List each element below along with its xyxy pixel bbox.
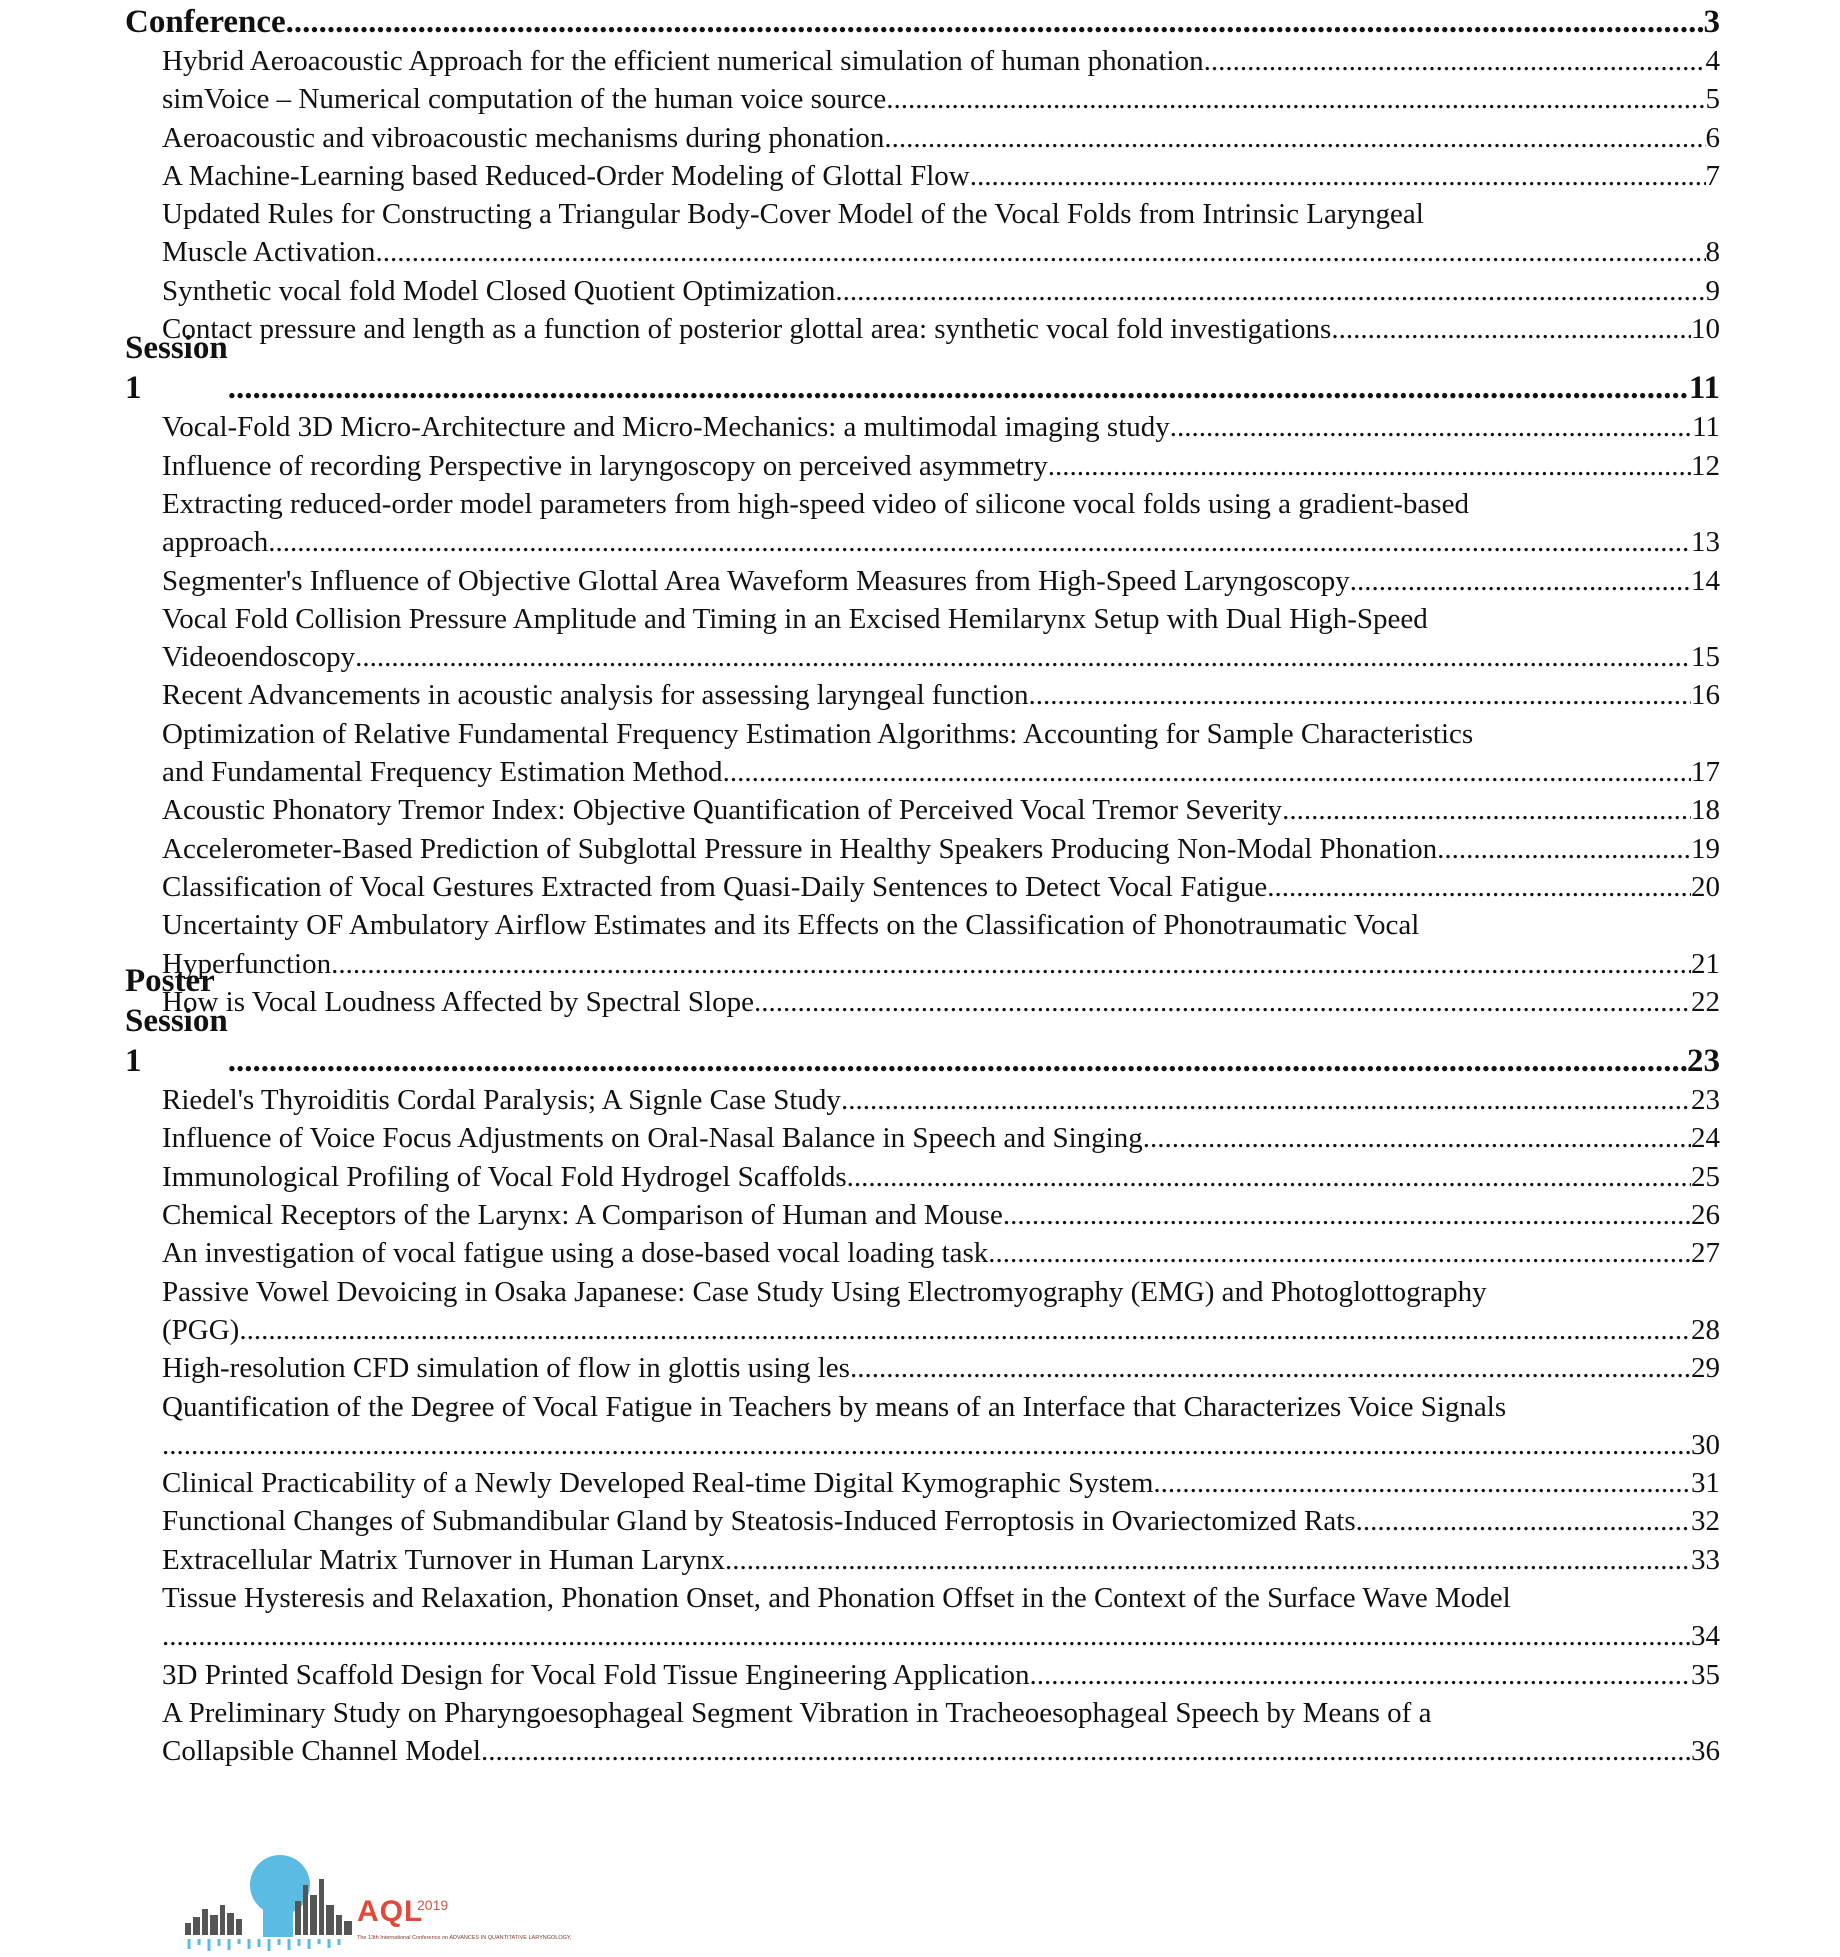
entry-page-number: 7: [1705, 159, 1720, 192]
toc-entry[interactable]: [162, 1388, 1720, 1465]
entry-title-line: Vocal-Fold 3D Micro-Architecture and Micro-Mechanics: a multimodal imaging study: [162, 411, 1170, 444]
entry-title-line: Optimization of Relative Fundamental Frequency Estimation Algorithms: Accounting for Sample Characteristics: [162, 717, 1474, 750]
toc-entry-list: [125, 1081, 1720, 1770]
entry-page-number: 13: [1691, 526, 1720, 559]
entry-title-line: Hyperfunction: [162, 947, 332, 980]
dot-leader: [1170, 408, 1692, 446]
toc-entry[interactable]: [162, 830, 1720, 868]
dot-leader: [1356, 1502, 1691, 1540]
dot-leader: [1437, 830, 1691, 868]
entry-title-line: Updated Rules for Constructing a Triangular Body-Cover Model of the Vocal Folds from Intrinsic Laryngeal: [162, 198, 1424, 231]
entry-title-line: Synthetic vocal fold Model Closed Quotient Optimization: [162, 274, 836, 307]
entry-page-number: 33: [1691, 1543, 1720, 1576]
entry-page-number: 6: [1705, 121, 1720, 154]
entry-title-line: An investigation of vocal fatigue using a dose-based vocal loading task: [162, 1237, 989, 1270]
dot-leader: [1204, 42, 1706, 80]
entry-page-number: 36: [1691, 1735, 1720, 1768]
toc-entry[interactable]: [162, 119, 1720, 157]
toc-entry[interactable]: [162, 408, 1720, 446]
dot-leader: [725, 1541, 1691, 1579]
dot-leader: [228, 1041, 1687, 1081]
entry-title-line: Functional Changes of Submandibular Gland by Steatosis-Induced Ferroptosis in Ovariectomized Rats: [162, 1505, 1356, 1538]
table-of-contents: [125, 0, 1720, 1788]
toc-entry[interactable]: [162, 1464, 1720, 1502]
dot-leader: [754, 983, 1691, 1021]
dot-leader: [331, 945, 1691, 983]
toc-entry[interactable]: [162, 1196, 1720, 1234]
entry-page-number: 18: [1691, 794, 1720, 827]
entry-title-line: Collapsible Channel Model: [162, 1735, 481, 1768]
dot-leader: [375, 233, 1705, 271]
toc-entry[interactable]: [162, 1541, 1720, 1579]
toc-entry[interactable]: [162, 676, 1720, 714]
entry-title-line: How is Vocal Loudness Affected by Spectral Slope: [162, 985, 754, 1018]
logo-text: AQL: [357, 1895, 424, 1928]
section-title: Session 1: [125, 330, 228, 407]
dot-leader: [239, 1311, 1691, 1349]
entry-page-number: 10: [1691, 313, 1720, 346]
toc-entry-list: [125, 408, 1720, 1021]
toc-entry[interactable]: [162, 1579, 1720, 1656]
entry-page-number: 25: [1691, 1160, 1720, 1193]
entry-title-line: Passive Vowel Devoicing in Osaka Japanese: Case Study Using Electromyography (EMG) and Photoglottography: [162, 1275, 1487, 1308]
entry-title-line: Aeroacoustic and vibroacoustic mechanisms during phonation: [162, 121, 885, 154]
dot-leader: [355, 638, 1691, 676]
toc-entry[interactable]: [162, 868, 1720, 906]
entry-title-line: Extracting reduced-order model parameters from high-speed video of silicone vocal folds using a gradient-based: [162, 487, 1469, 520]
toc-entry[interactable]: [162, 1656, 1720, 1694]
entry-title-line: Muscle Activation: [162, 236, 376, 269]
toc-entry[interactable]: [162, 310, 1720, 348]
entry-title-line: Classification of Vocal Gestures Extracted from Quasi-Daily Sentences to Detect Vocal Fatigue: [162, 870, 1268, 903]
entry-title-line: Clinical Practicability of a Newly Developed Real-time Digital Kymographic System: [162, 1467, 1154, 1500]
entry-title-line: 3D Printed Scaffold Design for Vocal Fold Tissue Engineering Application: [162, 1658, 1030, 1691]
toc-entry[interactable]: [162, 1273, 1720, 1350]
toc-entry[interactable]: [162, 1081, 1720, 1119]
entry-page-number: 19: [1691, 832, 1720, 865]
entry-page-number: 16: [1691, 679, 1720, 712]
entry-title-line: Vocal Fold Collision Pressure Amplitude and Timing in an Excised Hemilarynx Setup with Dual High-Speed: [162, 602, 1428, 635]
dot-leader: [1003, 1196, 1691, 1234]
section-page-number: 23: [1687, 1043, 1720, 1080]
toc-entry[interactable]: [162, 447, 1720, 485]
entry-page-number: 17: [1691, 756, 1720, 789]
entry-page-number: 32: [1691, 1505, 1720, 1538]
dot-leader: [1282, 791, 1691, 829]
entry-title-line: Extracellular Matrix Turnover in Human Larynx: [162, 1543, 725, 1576]
entry-page-number: 29: [1691, 1352, 1720, 1385]
logo-year: 2019: [417, 1897, 449, 1913]
toc-entry[interactable]: [162, 906, 1720, 983]
dot-leader: [268, 523, 1691, 561]
entry-page-number: 21: [1691, 947, 1720, 980]
dot-leader: [988, 1234, 1691, 1272]
toc-entry[interactable]: [162, 1502, 1720, 1540]
entry-title-line: Acoustic Phonatory Tremor Index: Objective Quantification of Perceived Vocal Tremor Severity: [162, 794, 1283, 827]
entry-title-line: Influence of recording Perspective in laryngoscopy on perceived asymmetry: [162, 449, 1048, 482]
entry-page-number: 9: [1705, 274, 1720, 307]
skyline-logo-graphic: [185, 1845, 355, 1952]
entry-title-line: High-resolution CFD simulation of flow in glottis using les: [162, 1352, 850, 1385]
section-title: Conference: [125, 4, 286, 40]
dot-leader: [1143, 1119, 1691, 1157]
dot-leader: [286, 2, 1704, 42]
dot-leader: [1350, 562, 1691, 600]
dot-leader: [884, 119, 1705, 157]
dot-leader: [886, 80, 1705, 118]
dot-leader: [723, 753, 1691, 791]
toc-entry[interactable]: [162, 485, 1720, 562]
entry-page-number: 26: [1691, 1199, 1720, 1232]
dot-leader: [850, 1349, 1691, 1387]
entry-page-number: 22: [1691, 985, 1720, 1018]
entry-page-number: 23: [1691, 1084, 1720, 1117]
toc-entry[interactable]: [162, 42, 1720, 80]
toc-entry[interactable]: [162, 715, 1720, 792]
entry-title-line: Influence of Voice Focus Adjustments on Oral-Nasal Balance in Speech and Singing: [162, 1122, 1143, 1155]
logo-subtitle: The 13th International Conference on ADVANCES IN QUANTITATIVE LARYNGOLOGY,: [357, 1935, 572, 1941]
dot-leader: [847, 1158, 1691, 1196]
entry-title-line: Quantification of the Degree of Vocal Fatigue in Teachers by means of an Interface that Characterizes Voice Signals: [162, 1390, 1507, 1423]
entry-title-line: A Machine-Learning based Reduced-Order Modeling of Glottal Flow: [162, 159, 970, 192]
entry-title-line: simVoice – Numerical computation of the human voice source: [162, 83, 887, 116]
entry-page-number: 20: [1691, 870, 1720, 903]
toc-entry[interactable]: [162, 157, 1720, 195]
dot-leader: [1029, 676, 1691, 714]
dot-leader: [481, 1732, 1691, 1770]
toc-entry[interactable]: [162, 272, 1720, 310]
section-page-number: 3: [1703, 4, 1720, 40]
toc-section-heading[interactable]: [125, 0, 1720, 42]
toc-section: [125, 330, 1720, 1021]
dot-leader: [162, 1617, 1691, 1655]
dot-leader: [1048, 447, 1691, 485]
dot-leader: [1331, 310, 1691, 348]
entry-page-number: 27: [1691, 1237, 1720, 1270]
entry-title-line: approach: [162, 526, 269, 559]
toc-entry[interactable]: [162, 1119, 1720, 1157]
toc-entry[interactable]: [162, 562, 1720, 600]
dot-leader: [835, 272, 1705, 310]
entry-page-number: 34: [1691, 1620, 1720, 1653]
toc-entry-list: [125, 42, 1720, 348]
toc-entry[interactable]: [162, 1694, 1720, 1771]
entry-title-line: Uncertainty OF Ambulatory Airflow Estimates and its Effects on the Classification of Phonotraumatic Vocal: [162, 909, 1420, 942]
conference-logo: [185, 1845, 585, 1952]
toc-entry[interactable]: [162, 80, 1720, 118]
entry-page-number: 11: [1692, 411, 1720, 444]
entry-page-number: 35: [1691, 1658, 1720, 1691]
dot-leader: [841, 1081, 1691, 1119]
toc-entry[interactable]: [162, 983, 1720, 1021]
entry-page-number: 31: [1691, 1467, 1720, 1500]
entry-title-line: Chemical Receptors of the Larynx: A Comparison of Human and Mouse: [162, 1199, 1003, 1232]
entry-page-number: 28: [1691, 1313, 1720, 1346]
entry-title-line: Immunological Profiling of Vocal Fold Hydrogel Scaffolds: [162, 1160, 847, 1193]
entry-title-line: Contact pressure and length as a function of posterior glottal area: synthetic vocal fold investigations: [162, 313, 1332, 346]
entry-title-line: Videoendoscopy: [162, 641, 356, 674]
toc-section-heading[interactable]: [125, 330, 1720, 408]
entry-title-line: Accelerometer-Based Prediction of Subglottal Pressure in Healthy Speakers Producing Non-Modal Phonation: [162, 832, 1438, 865]
entry-page-number: 4: [1705, 45, 1720, 77]
toc-entry[interactable]: [162, 600, 1720, 677]
entry-title-line: Recent Advancements in acoustic analysis for assessing laryngeal function: [162, 679, 1029, 712]
toc-entry[interactable]: [162, 791, 1720, 829]
toc-entry[interactable]: [162, 1234, 1720, 1272]
entry-page-number: 5: [1705, 83, 1720, 116]
toc-entry[interactable]: [162, 1158, 1720, 1196]
entry-title-line: A Preliminary Study on Pharyngoesophageal Segment Vibration in Tracheoesophageal Speech by Means of a: [162, 1696, 1432, 1729]
entry-page-number: 12: [1691, 449, 1720, 482]
entry-title-line: Segmenter's Influence of Objective Glottal Area Waveform Measures from High-Speed Laryngoscopy: [162, 564, 1350, 597]
toc-section: [125, 0, 1720, 348]
toc-entry[interactable]: [162, 195, 1720, 272]
dot-leader: [162, 1426, 1691, 1464]
dot-leader: [970, 157, 1706, 195]
entry-title-line: and Fundamental Frequency Estimation Method: [162, 756, 723, 789]
section-page-number: 11: [1688, 370, 1720, 407]
entry-page-number: 30: [1691, 1428, 1720, 1461]
entry-page-number: 15: [1691, 641, 1720, 674]
dot-leader: [228, 368, 1689, 408]
dot-leader: [1153, 1464, 1691, 1502]
entry-title-line: Tissue Hysteresis and Relaxation, Phonation Onset, and Phonation Offset in the Context of the Surface Wave Model: [162, 1581, 1511, 1614]
dot-leader: [1030, 1656, 1691, 1694]
toc-entry[interactable]: [162, 1349, 1720, 1387]
entry-page-number: 14: [1691, 564, 1720, 597]
entry-title-line: Hybrid Aeroacoustic Approach for the efficient numerical simulation of human phonation: [162, 45, 1204, 77]
entry-title-line: Riedel's Thyroiditis Cordal Paralysis; A Signle Case Study: [162, 1084, 841, 1117]
entry-title-line: (PGG): [162, 1313, 240, 1346]
entry-page-number: 8: [1705, 236, 1720, 269]
section-title: Poster Session 1: [125, 963, 228, 1080]
entry-page-number: 24: [1691, 1122, 1720, 1155]
dot-leader: [1267, 868, 1691, 906]
